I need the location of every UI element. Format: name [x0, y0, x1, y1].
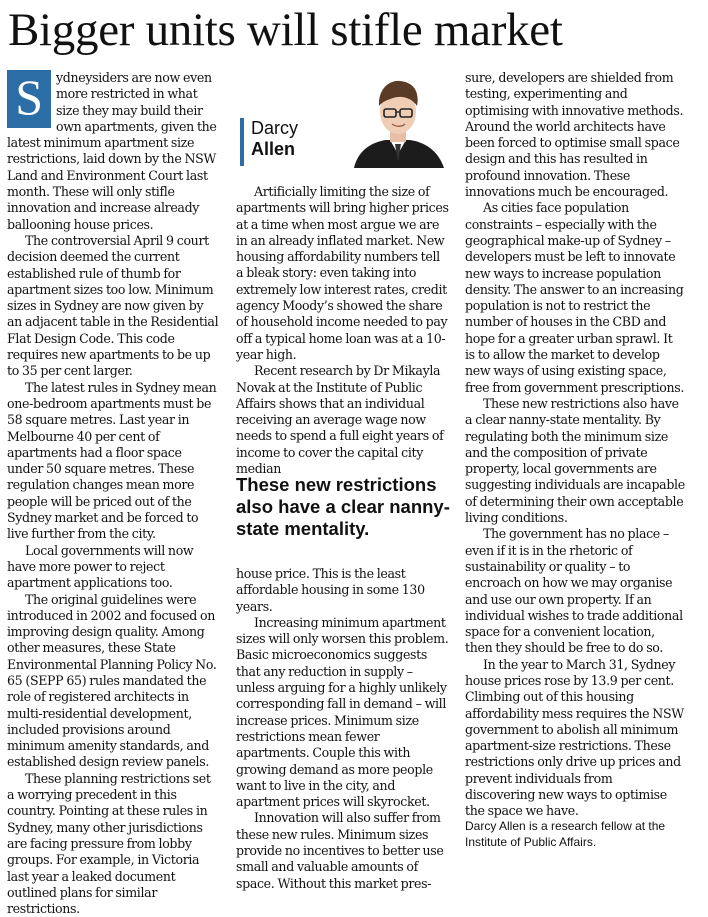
column-2-bottom — [236, 566, 450, 892]
paragraph: Innovation will also suffer from these new rules. Minimum sizes provide no incentives to better use small and valuable amounts of space. Without this market pres- — [236, 810, 444, 891]
paragraph: The latest rules in Sydney mean one-bedroom apartments must be 58 square metres. Last year in Melbourne 40 per cent of apartments had a floor space under 50 square metres. These regulation changes mean more people will be priced out of the Sydney market and be forced to live further from the city. — [7, 379, 217, 542]
column-2-top — [236, 184, 450, 477]
paragraph: In the year to March 31, Sydney house prices rose by 13.9 per cent. Climbing out of this housing affordability mess requires the NSW government to abolish all minimum apartment-size restrictions. These restrictions only drive up prices and prevent individuals from discovering new ways to optimise the space we have. — [465, 656, 684, 819]
author-credit: Darcy Allen is a research fellow at the Institute of Public Affairs. — [465, 819, 666, 849]
paragraph: ydneysiders are now even more restricted in what size they may build their own apartments, given the latest minimum apartment size restrictions, laid down by the NSW Land and Environment Court last month. These will only stifle innovation and increase already ballooning house prices. — [7, 70, 217, 232]
paragraph: The original guidelines were introduced in 2002 and focused on improving design quality. Among other measures, these State Environmental Planning Policy No. 65 (SEPP 65) rules mandated the role of registered architects in multi-residential development, included provisions around minimum amenity standards, and established design review panels. — [7, 591, 217, 770]
paragraph: Recent research by Dr Mikayla Novak at the Institute of Public Affairs shows that an individual receiving an average wage now needs to spend a full eight years of income to cover the capital city median — [236, 363, 444, 477]
paragraph: sure, developers are shielded from testing, experimenting and optimising with innovative methods. Around the world architects have been forced to optimise small space design and this has resulted in profound innovation. These innovations much be encouraged. — [465, 70, 684, 200]
pull-quote: These new restrictions also have a clear nanny-state mentality. — [236, 474, 450, 539]
paragraph: house price. This is the least affordable housing in some 130 years. — [236, 566, 425, 614]
paragraph: Increasing minimum apartment sizes will only worsen this problem. Basic microeconomics suggests that any reduction in supply – unless arguing for a highly unlikely corresponding fall in demand – will increase prices. Minimum size restrictions mean fewer apartments. Couple this with growing demand as more people want to live in the city, and apartment prices will skyrocket. — [236, 614, 449, 810]
drop-cap: S — [7, 70, 51, 128]
author-portrait-icon — [346, 72, 450, 168]
author-photo — [346, 72, 450, 168]
paragraph: These new restrictions also have a clear nanny-state mentality. By regulating both the minimum size and the composition of private property, local governments are suggesting individuals are incapable of determining their own acceptable living conditions. — [465, 395, 685, 526]
author-last-name: Allen — [251, 139, 296, 159]
paragraph: The government has no place – even if it is in the rhetoric of sustainability or quality – to encroach on how we may organise and use our own property. If an individual wishes to trade additional space for a convenient location, then they should be free to do so. — [465, 526, 683, 656]
byline — [240, 118, 341, 166]
paragraph: These planning restrictions set a worrying precedent in this country. Pointing at these rules in Sydney, many other jurisdictions are facing pressure from lobby groups. For example, in Victoria last year a leaked document outlined plans for similar restrictions. — [7, 770, 211, 917]
headline: Bigger units will stifle market — [8, 4, 563, 56]
paragraph: Local governments will now have more power to reject apartment applications too. — [7, 542, 194, 591]
paragraph: Artificially limiting the size of apartments will bring higher prices at a time when most argue we are in an already inflated market. New housing affordability numbers tell a bleak story: even taking into extremely low interest rates, credit agency Moody’s showed the share of household income needed to pay off a typical home loan was at a 10-year high. — [236, 184, 449, 362]
paragraph: The controversial April 9 court decision deemed the current established rule of thumb for apartment sizes too low. Minimum sizes in Sydney are now given by an adjacent table in the Residential Flat Design Code. This code requires new apartments to be up to 35 per cent larger. — [7, 232, 219, 379]
column-1 — [7, 70, 219, 917]
paragraph: As cities face population constraints – especially with the geographical make-up of Sydney – developers must be left to innovate new ways to increase population density. The answer to an increasing population is not to restrict the number of houses in the CBD and hope for a greater urban sprawl. It is to allow the market to develop new ways of using existing space, free from government prescriptions. — [465, 200, 685, 395]
column-3 — [465, 70, 685, 820]
author-first-name: Darcy — [251, 118, 299, 138]
